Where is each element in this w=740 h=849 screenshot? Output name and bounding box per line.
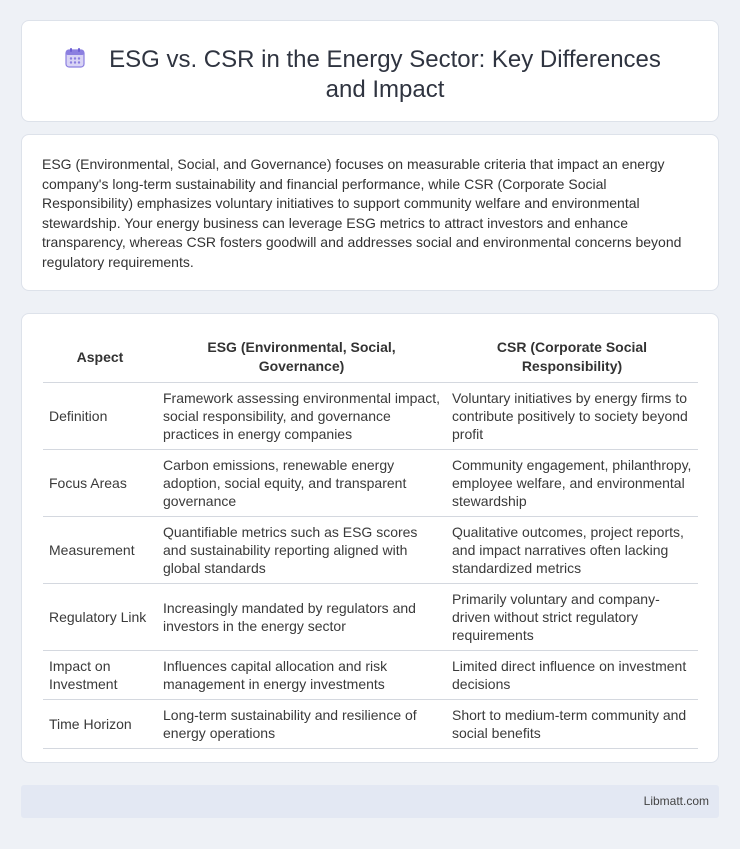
row-aspect: Time Horizon bbox=[43, 700, 157, 749]
header-aspect: Aspect bbox=[43, 332, 157, 383]
table-header-row bbox=[43, 332, 698, 383]
table-row bbox=[43, 517, 698, 584]
page-title: ESG vs. CSR in the Energy Sector: Key Differences and Impact bbox=[109, 46, 661, 103]
row-aspect: Regulatory Link bbox=[43, 584, 157, 651]
comparison-card bbox=[21, 313, 719, 763]
table-row bbox=[43, 383, 698, 450]
table-row bbox=[43, 584, 698, 651]
row-aspect: Definition bbox=[43, 383, 157, 450]
table-row bbox=[43, 450, 698, 517]
table-row bbox=[43, 700, 698, 749]
table-row bbox=[43, 651, 698, 700]
row-aspect: Impact on Investment bbox=[43, 651, 157, 700]
intro-card bbox=[21, 134, 719, 291]
intro-paragraph: ESG (Environmental, Social, and Governance) focuses on measurable criteria that impact an energy company's long-term sustainability and financial performance, while CSR (Corporate Social Responsibility) emphasizes voluntary initiatives to support community welfare and environmental stewardship. Your energy business can leverage ESG metrics to attract investors and enhance transparency, whereas CSR fosters goodwill and addresses social and environmental concerns beyond regulatory requirements. bbox=[42, 156, 682, 270]
footer-brand-link[interactable]: Libmatt.com bbox=[643, 794, 709, 808]
row-csr: Primarily voluntary and company-driven without strict regulatory requirements bbox=[446, 584, 698, 651]
row-esg: Increasingly mandated by regulators and investors in the energy sector bbox=[157, 584, 446, 651]
row-esg: Influences capital allocation and risk management in energy investments bbox=[157, 651, 446, 700]
row-esg: Framework assessing environmental impact, social responsibility, and governance practices in energy companies bbox=[157, 383, 446, 450]
header-csr: CSR (Corporate Social Responsibility) bbox=[446, 332, 698, 383]
row-aspect: Measurement bbox=[43, 517, 157, 584]
row-csr: Voluntary initiatives by energy firms to contribute positively to society beyond profit bbox=[446, 383, 698, 450]
header-esg: ESG (Environmental, Social, Governance) bbox=[157, 332, 446, 383]
row-csr: Community engagement, philanthropy, employee welfare, and environmental stewardship bbox=[446, 450, 698, 517]
title-card bbox=[21, 20, 719, 122]
row-csr: Qualitative outcomes, project reports, and impact narratives often lacking standardized metrics bbox=[446, 517, 698, 584]
comparison-table bbox=[43, 332, 698, 749]
footer bbox=[21, 785, 719, 818]
row-esg: Long-term sustainability and resilience of energy operations bbox=[157, 700, 446, 749]
row-esg: Carbon emissions, renewable energy adoption, social equity, and transparent governance bbox=[157, 450, 446, 517]
row-aspect: Focus Areas bbox=[43, 450, 157, 517]
row-csr: Short to medium-term community and social benefits bbox=[446, 700, 698, 749]
row-csr: Limited direct influence on investment decisions bbox=[446, 651, 698, 700]
row-esg: Quantifiable metrics such as ESG scores and sustainability reporting aligned with global standards bbox=[157, 517, 446, 584]
